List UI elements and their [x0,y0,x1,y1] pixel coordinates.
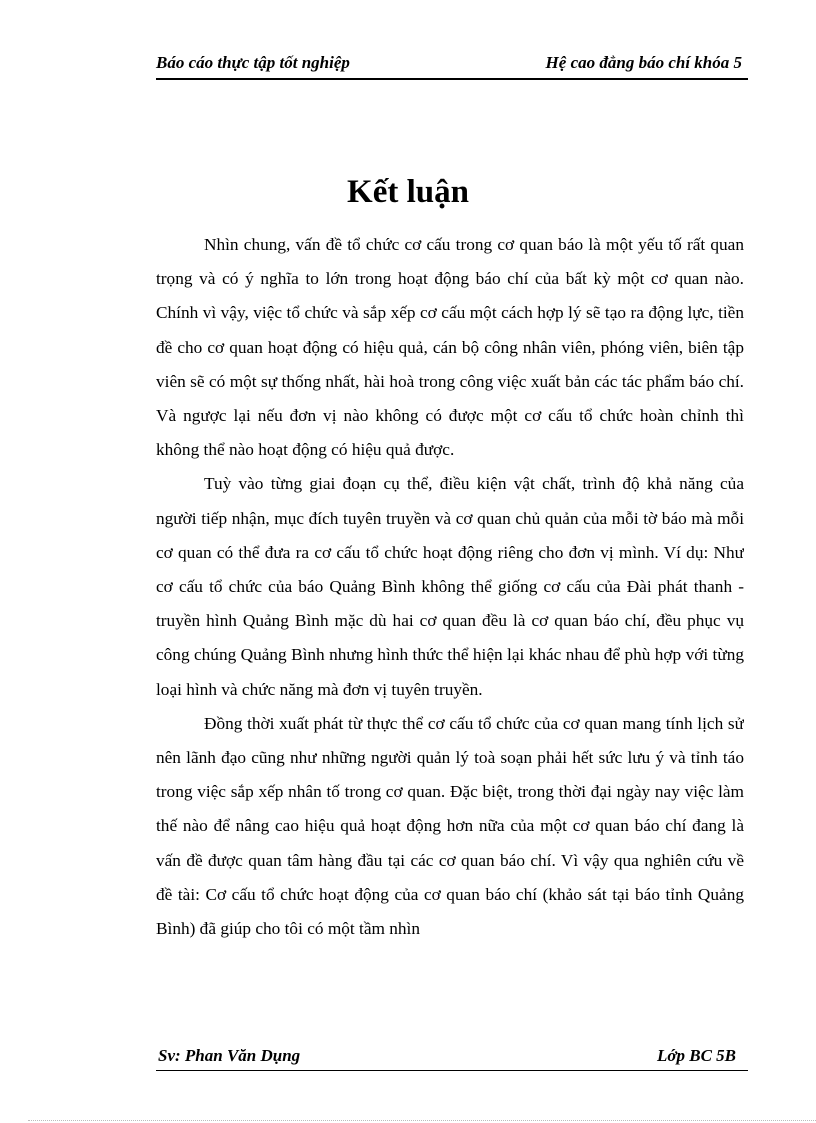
header-program-title: Hệ cao đẳng báo chí khóa 5 [545,53,742,72]
page-title: Kết luận [347,174,469,210]
paragraph-3: Đồng thời xuất phát từ thực thể cơ cấu tổ chức của cơ quan mang tính lịch sử nên lãnh đạo cũng như những người quản lý toà soạn phải hết sức lưu ý và tỉnh táo trong việc sắp xếp nhân tố trong cơ quan. Đặc biệt, trong thời đại ngày nay việc làm thế nào để nâng cao hiệu quả hoạt động hơn nữa của một cơ quan báo chí đang là vấn đề được quan tâm hàng đầu tại các cơ quan báo chí. Vì vậy qua nghiên cứu về đề tài: Cơ cấu tổ chức hoạt động của cơ quan báo chí (khảo sát tại báo tỉnh Quảng Bình) đã giúp cho tôi có một tầm nhìn [156,713,744,939]
header-report-title: Báo cáo thực tập tốt nghiệp [156,53,350,72]
footer-class-name: Lớp BC 5B [656,1046,736,1065]
paragraph-2: Tuỳ vào từng giai đoạn cụ thể, điều kiện vật chất, trình độ khả năng của người tiếp nhận, mục đích tuyên truyền và cơ quan chủ quản của mỗi tờ báo mà mỗi cơ quan có thể đưa ra cơ cấu tổ chức hoạt động riêng cho đơn vị mình. Ví dụ: Như cơ cấu tổ chức của báo Quảng Bình không thể giống cơ cấu của Đài phát thanh - truyền hình Quảng Bình mặc dù hai cơ quan đều là cơ quan báo chí, đều phục vụ công chúng Quảng Bình nhưng hình thức thể hiện lại khác nhau để phù hợp với từng loại hình và chức năng mà đơn vị tuyên truyền. [156,474,744,699]
footer-student-name: Sv: Phan Văn Dụng [158,1046,301,1065]
page-header [156,52,748,80]
body-text [156,228,744,1018]
page-bottom-divider [28,1120,816,1121]
page-footer [156,1044,748,1071]
paragraph-1: Nhìn chung, vấn đề tổ chức cơ cấu trong cơ quan báo là một yếu tố rất quan trọng và có ý nghĩa to lớn trong hoạt động báo chí của bất kỳ một cơ quan nào. Chính vì vậy, việc tổ chức và sắp xếp cơ cấu một cách hợp lý sẽ tạo ra động lực, tiền đề cho cơ quan hoạt động có hiệu quả, cán bộ công nhân viên, phóng viên, biên tập viên sẽ có một sự thống nhất, hài hoà trong công việc xuất bản các tác phẩm báo chí. Và ngược lại nếu đơn vị nào không có được một cơ cấu tổ chức hoàn chỉnh thì không thể nào hoạt động có hiệu quả được. [156,235,744,460]
